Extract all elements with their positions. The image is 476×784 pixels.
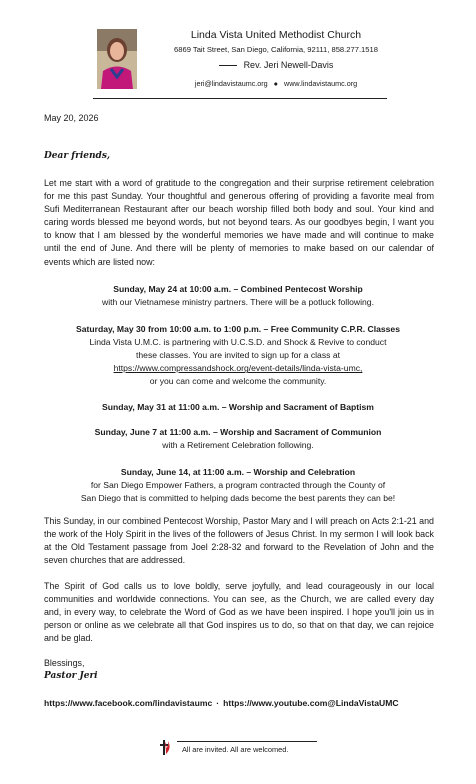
church-name: Linda Vista United Methodist Church — [190, 29, 362, 41]
youtube-link[interactable]: https://www.youtube.com@LindaVistaUMC — [223, 698, 399, 708]
event-heading: Saturday, May 30 from 10:00 a.m. to 1:00 p.m. – Free Community C.P.R. Classes — [76, 324, 400, 334]
sermon-paragraph: This Sunday, in our combined Pentecost Worship, Pastor Mary and I will preach on Acts 2:1-21 and the work of the Holy Spirit in the lives of the followers of Jesus Christ. In my sermon I will look back at the Old Testament passage from Joel 2:28-32 and forward to the Revelation of John and the seven churches that are addressed. — [44, 516, 434, 566]
event-detail: Linda Vista U.M.C. is partnering with U.C.S.D. and Shock & Revive to conduct — [89, 337, 387, 348]
event-heading: Sunday, May 24 at 10:00 a.m. – Combined Pentecost Worship — [113, 284, 363, 294]
signature: Pastor Jeri — [44, 671, 98, 681]
event-communion — [30, 426, 446, 452]
facebook-link[interactable]: https://www.facebook.com/lindavistaumc — [44, 698, 213, 708]
event-cpr-classes — [30, 323, 446, 388]
pastor-rule-left — [219, 65, 237, 66]
event-baptism — [30, 401, 446, 414]
letter-date: May 20, 2026 — [44, 113, 99, 123]
pastor-name: Rev. Jeri Newell-Davis — [243, 60, 334, 70]
social-links — [44, 698, 399, 708]
contact-line — [146, 79, 406, 88]
event-heading: Sunday, June 14, at 11:00 a.m. – Worship and Celebration — [120, 467, 356, 477]
event-detail: San Diego that is committed to helping dads become the best parents they can be! — [80, 493, 396, 504]
intro-paragraph: Let me start with a word of gratitude to the congregation and their surprise retirement celebration for me this past Sunday. Your thoughtful and generous offering of providing a favorite meal from Sufi Mediterranean Restaurant after our beach worship filled both body and soul. Your kind and caring words blessed me beyond words, but not beyond tears. As our goodbyes begin, I want you to know that I am blessed by the wonderful memories we have made and will continue to make until the end of June. And there will be plenty of memories to make based on our calendar of events which are listed now: — [44, 178, 434, 267]
greeting: Dear friends, — [44, 151, 111, 161]
footer-divider — [177, 741, 317, 742]
event-celebration — [30, 466, 446, 505]
cross-and-flame-icon — [160, 738, 172, 756]
spirit-paragraph: The Spirit of God calls us to love boldly, serve joyfully, and lead courageously in our local communities and worldwide connections. You can see, as the Church, we are called every day and, in every way, to celebrate the Word of God as we have been inspired. I hope you'll join us in person or online as we celebrate all that God inspires us to do, so that on that day, we can rejoice and be glad. — [44, 581, 434, 644]
closing: Blessings, — [44, 658, 85, 668]
footer-tagline: All are invited. All are welcomed. — [182, 745, 289, 754]
website-link[interactable]: www.lindavistaumc.org — [284, 79, 358, 88]
cpr-signup-link[interactable]: https://www.compressandshock.org/event-details/linda-vista-umc, — [113, 363, 363, 374]
event-detail: or you can come and welcome the community. — [149, 376, 327, 387]
event-detail: these classes. You are invited to sign up for a class at — [136, 350, 340, 361]
event-detail: with our Vietnamese ministry partners. There will be a potluck following. — [102, 297, 374, 308]
event-pentecost — [30, 283, 446, 309]
pastor-line — [146, 60, 406, 70]
email-link[interactable]: jeri@lindavistaumc.org — [194, 79, 268, 88]
event-detail: with a Retirement Celebration following. — [162, 440, 314, 451]
bullet-separator: ● — [273, 79, 279, 88]
header-divider — [93, 98, 387, 99]
link-separator: · — [216, 698, 220, 708]
pastor-photo — [97, 29, 137, 89]
church-address: 6869 Tait Street, San Diego, California, 92111, 858.277.1518 — [174, 45, 378, 54]
event-heading: Sunday, June 7 at 11:00 a.m. – Worship and Sacrament of Communion — [94, 427, 382, 437]
event-detail: for San Diego Empower Fathers, a program contracted through the County of — [90, 480, 386, 491]
event-heading: Sunday, May 31 at 11:00 a.m. – Worship and Sacrament of Baptism — [102, 402, 374, 412]
